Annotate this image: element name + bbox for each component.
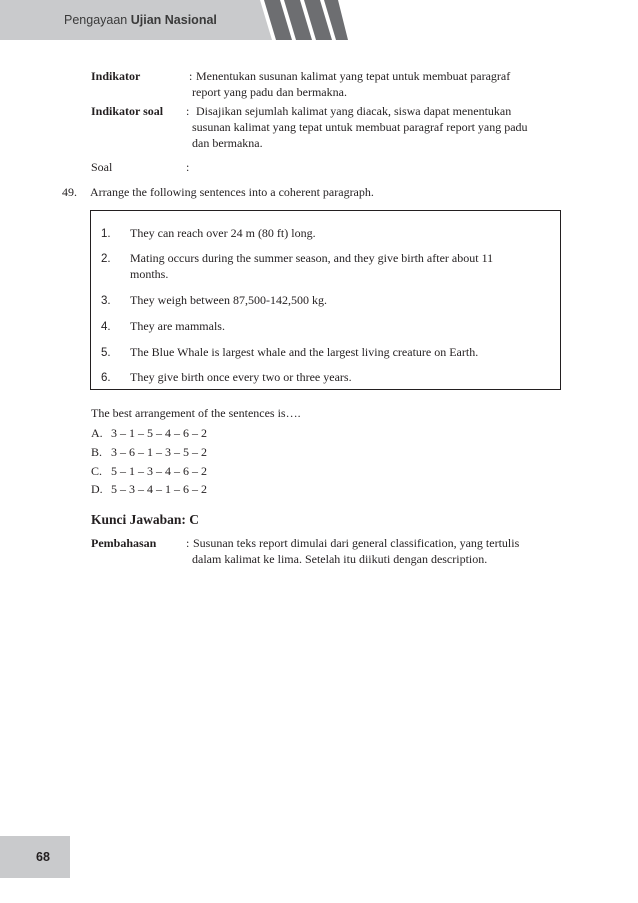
sentence-number: 3. [101, 295, 111, 307]
option-text: 3 – 1 – 5 – 4 – 6 – 2 [111, 426, 207, 440]
indikator-soal-label: Indikator soal [91, 104, 164, 118]
sentence-number: 5. [101, 347, 111, 359]
header-stripes-decoration [238, 0, 348, 40]
indikator-label: Indikator [91, 69, 141, 83]
indikator-soal-line-2: susunan kalimat yang tepat untuk membuat paragraf report yang padu [192, 120, 528, 134]
sentence-text: They can reach over 24 m (80 ft) long. [130, 226, 316, 240]
indikator-separator: : [189, 69, 193, 83]
question-prompt: The best arrangement of the sentences is…. [91, 406, 301, 420]
list-item [101, 292, 327, 309]
sentences-box [90, 210, 561, 390]
sentence-number: 1. [101, 228, 111, 240]
sentence-number: 2. [101, 253, 111, 265]
option-text: 3 – 6 – 1 – 3 – 5 – 2 [111, 445, 207, 459]
sentence-number: 6. [101, 372, 111, 384]
question-number: 49. [62, 185, 77, 199]
header-title [64, 13, 217, 27]
header-prefix: Pengayaan [64, 13, 128, 27]
answer-option [91, 444, 207, 460]
pembahasan-label: Pembahasan [91, 536, 157, 550]
answer-option [91, 425, 207, 441]
sentence-text: They are mammals. [130, 319, 225, 333]
question-text: Arrange the following sentences into a coherent paragraph. [90, 185, 374, 199]
option-text: 5 – 3 – 4 – 1 – 6 – 2 [111, 482, 207, 496]
sentence-text: The Blue Whale is largest whale and the largest living creature on Earth. [130, 345, 479, 359]
sentence-text: Mating occurs during the summer season, and they give birth after about 11 months. [130, 251, 494, 281]
list-item [101, 318, 225, 335]
answer-option [91, 463, 207, 479]
page-header [0, 0, 638, 40]
option-letter: A. [91, 426, 103, 440]
option-letter: C. [91, 464, 103, 478]
list-item [101, 250, 494, 281]
answer-key: Kunci Jawaban: C [91, 512, 200, 527]
list-item [101, 369, 352, 386]
answer-option [91, 481, 207, 497]
list-item [101, 225, 316, 242]
pembahasan-line-2: dalam kalimat ke lima. Setelah itu diikuti dengan description. [192, 552, 488, 566]
indikator-line-2: report yang padu dan bermakna. [192, 85, 347, 99]
page-number: 68 [36, 850, 50, 864]
pembahasan-line-1: Susunan teks report dimulai dari general classification, yang tertulis [193, 536, 520, 550]
header-title-bold: Ujian Nasional [130, 13, 217, 27]
page-number-tab [0, 836, 70, 878]
indikator-soal-separator: : [186, 104, 190, 118]
list-item [101, 344, 479, 361]
indikator-line-1: Menentukan susunan kalimat yang tepat untuk membuat paragraf [196, 69, 511, 83]
sentence-number: 4. [101, 321, 111, 333]
option-text: 5 – 1 – 3 – 4 – 6 – 2 [111, 464, 207, 478]
soal-label: Soal [91, 160, 113, 174]
indikator-soal-line-1: Disajikan sejumlah kalimat yang diacak, siswa dapat menentukan [196, 104, 512, 118]
option-letter: D. [91, 482, 103, 496]
sentence-text: They give birth once every two or three years. [130, 370, 352, 384]
soal-separator: : [186, 160, 190, 174]
pembahasan-separator: : [186, 536, 190, 550]
sentence-text: They weigh between 87,500-142,500 kg. [130, 293, 327, 307]
option-letter: B. [91, 445, 103, 459]
indikator-soal-line-3: dan bermakna. [192, 136, 263, 150]
